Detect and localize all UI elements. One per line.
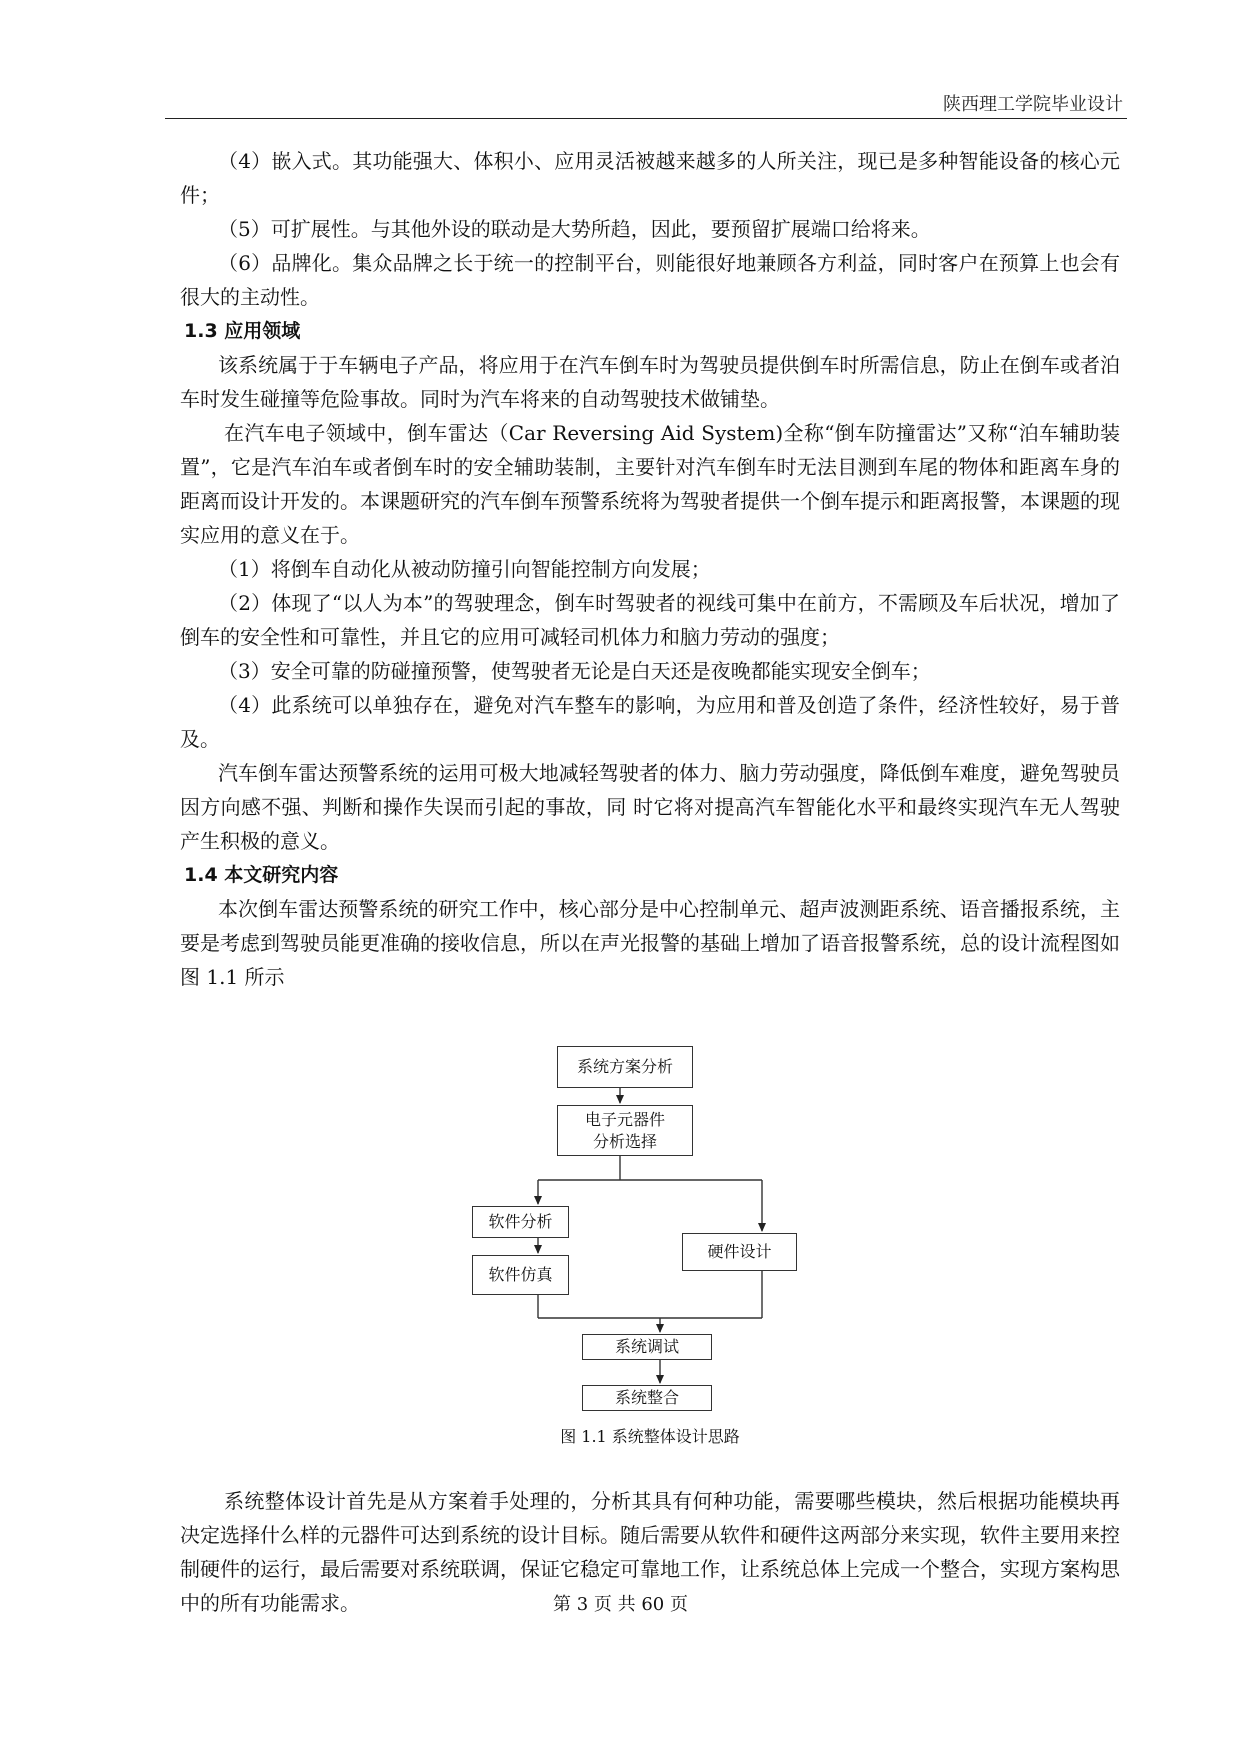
paragraph-embedded: （4）嵌入式。其功能强大、体积小、应用灵活被越来越多的人所关注，现已是多种智能设备的核心元件； — [180, 149, 1120, 207]
page-number: 第 3 页 共 60 页 — [553, 1594, 688, 1615]
paragraph-branding: （6）品牌化。集众品牌之长于统一的控制平台，则能很好地兼顾各方利益，同时客户在预算上也会有很大的主动性。 — [180, 251, 1120, 309]
paragraph-significance-3: （3）安全可靠的防碰撞预警，使驾驶者无论是白天还是夜晚都能实现安全倒车； — [218, 659, 931, 683]
section-heading-1-3: 1.3 应用领域 — [184, 320, 301, 342]
section-heading-1-4: 1.4 本文研究内容 — [184, 864, 339, 886]
box-scheme-analysis: 系统方案分析 — [557, 1046, 693, 1088]
box-system-debug: 系统调试 — [582, 1334, 712, 1360]
paragraph-radar-definition: 在汽车电子领域中，倒车雷达（Car Reversing Aid System)全称“倒车防撞雷达”又称“泊车辅助装置”，它是汽车泊车或者倒车时的安全辅助装制，主要针对汽车倒车时无法目测到车尾的物体和距离车身的距离而设计开发的。本课题研究的汽车倒车预警系统将为驾驶者提供一个倒车提示和距离报警，本课题的现实应用的意义在于。 — [180, 421, 1120, 547]
flowchart — [180, 1004, 1120, 1446]
paragraph-research-content: 本次倒车雷达预警系统的研究工作中，核心部分是中心控制单元、超声波测距系统、语音播报系统，主要是考虑到驾驶员能更准确的接收信息，所以在声光报警的基础上增加了语音报警系统，总的设计流程图如图 1.1 所示 — [180, 897, 1120, 989]
header-title: 陕西理工学院毕业设计 — [943, 94, 1123, 115]
paragraph-significance-1: （1）将倒车自动化从被动防撞引向智能控制方向发展； — [218, 557, 711, 581]
box-hardware-design: 硬件设计 — [682, 1233, 797, 1271]
box-software-analysis: 软件分析 — [472, 1206, 569, 1238]
box-system-integrate: 系统整合 — [582, 1385, 712, 1411]
box-component-selection: 电子元器件 分析选择 — [557, 1105, 693, 1156]
page-body — [180, 144, 1120, 1620]
page-header — [165, 88, 1127, 119]
paragraph-extensibility: （5）可扩展性。与其他外设的联动是大势所趋，因此，要预留扩展端口给将来。 — [218, 217, 931, 241]
figure-caption: 图 1.1 系统整体设计思路 — [560, 1427, 740, 1446]
paragraph-significance-4: （4）此系统可以单独存在，避免对汽车整车的影响，为应用和普及创造了条件，经济性较好，易于普及。 — [180, 693, 1120, 751]
paragraph-significance-2: （2）体现了“以人为本”的驾驶理念，倒车时驾驶者的视线可集中在前方，不需顾及车后状况，增加了倒车的安全性和可靠性，并且它的应用可减轻司机体力和脑力劳动的强度； — [180, 591, 1120, 649]
paragraph-closing: 系统整体设计首先是从方案着手处理的，分析其具有何种功能，需要哪些模块，然后根据功能模块再决定选择什么样的元器件可达到系统的设计目标。随后需要从软件和硬件这两部分来实现，软件主要用来控制硬件的运行，最后需要对系统联调，保证它稳定可靠地工作，让系统总体上完成一个整合，实现方案构思中的所有功能需求。 — [180, 1489, 1120, 1615]
box-software-simulation: 软件仿真 — [472, 1255, 569, 1295]
paragraph-system-intro: 该系统属于于车辆电子产品，将应用于在汽车倒车时为驾驶员提供倒车时所需信息，防止在倒车或者泊车时发生碰撞等危险事故。同时为汽车将来的自动驾驶技术做铺垫。 — [180, 353, 1120, 411]
paragraph-summary: 汽车倒车雷达预警系统的运用可极大地减轻驾驶者的体力、脑力劳动强度，降低倒车难度，避免驾驶员因方向感不强、判断和操作失误而引起的事故，同 时它将对提高汽车智能化水平和最终实现汽车无人驾驶产生积极的意义。 — [180, 761, 1120, 853]
